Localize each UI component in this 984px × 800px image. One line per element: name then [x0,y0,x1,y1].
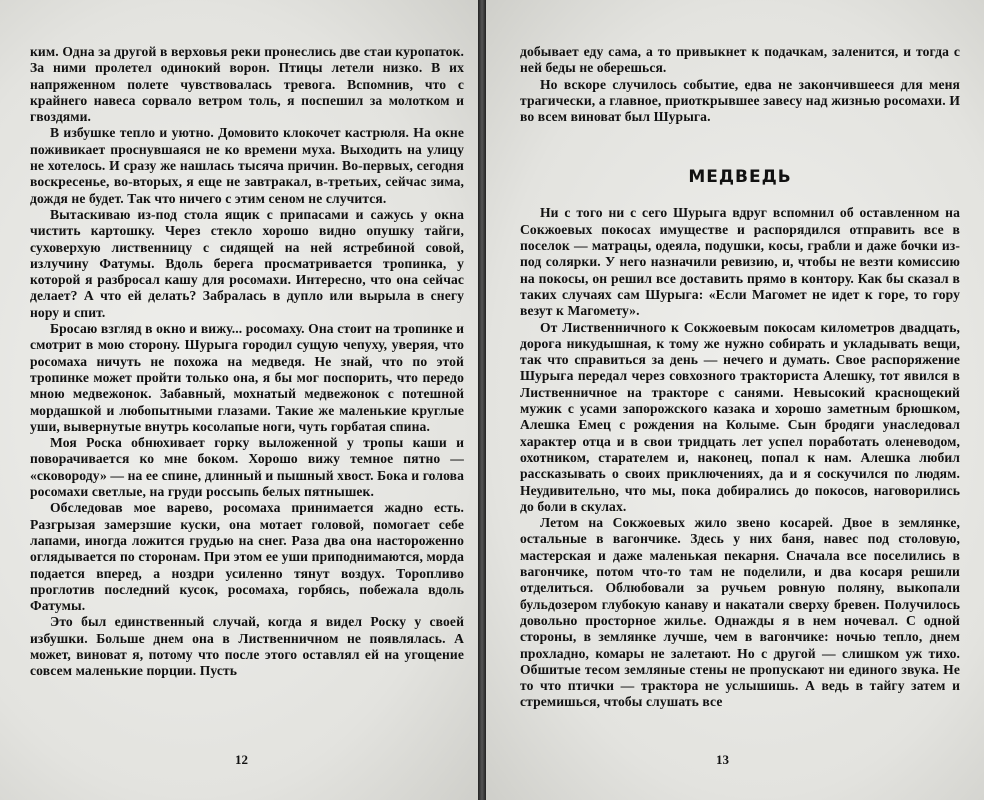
left-page-text [30,44,464,680]
paragraph: Бросаю взгляд в окно и вижу... росомаху. Она стоит на тропинке и смотрит в мою сторону. Шурыга городил сущую чепуху, уверяя, что росомаха ничуть не похожа на медведя. Не знай, что по этой тропинке может пройти только она, я бы мог поспорить, что передо мною медвежонок. Забавный, мохнатый медвежонок с потешной мордашкой и любопытными глазами. Такие же маленькие круглые уши, вывернутые внутрь косолапые ноги, чуть горбатая спина. [30,321,464,434]
paragraph: Ни с того ни с сего Шурыга вдруг вспомнил об оставленном на Сокжоевых покосах имуществе и распорядился отправить все в поселок — матрацы, одеяла, подушки, косы, грабли и даже бочки из-под солярки. У него назначили ревизию, и, чтобы не везти комиссию на покосы, он решил все доставить прямо в контору. Как бы сказал в таких случаях сам Шурыга: «Если Магомет не идет к горе, то гору везут к Магомету». [520,205,960,319]
right-page-text [520,205,960,710]
paragraph: Но вскоре случилось событие, едва не закончившееся для меня трагически, а главное, приоткрывшее завесу над жизнью росомахи. И во всем виноват был Шурыга. [520,76,960,125]
paragraph: Вытаскиваю из-под стола ящик с припасами и сажусь у окна чистить картошку. Через стекло хорошо видно опушку тайги, суховерхую лиственницу с сидящей на ней ястребиной совой, излучину Фатумы. Вдоль берега просматривается тропинка, у которой я разбросал кашу для росомахи. Интересно, что она сейчас делает? А что ей делать? Забралась в дупло или вырыла в снегу нору и спит. [30,206,464,320]
paragraph: Обследовав мое варево, росомаха принимается жадно есть. Разгрызая замерзшие куски, она мотает головой, помогает себе лапами, иногда ложится грудью на снег. Раза два она настороженно оглядывается по сторонам. При этом ее уши приподнимаются, морда подается вперед, а ноздри усиленно тянут воздух. Торопливо проглотив последний кусок, росомаха, горбясь, побежала вдоль Фатумы. [30,500,464,614]
right-page-intro-text [520,44,960,125]
chapter-heading: МЕДВЕДЬ [688,167,792,188]
left-page-number: 12 [235,752,248,767]
paragraph: В избушке тепло и уютно. Домовито клокочет кастрюля. На окне поживикает проснувшаяся не ко времени муха. Выходить на улицу не хотелось. И сразу же нашлась тысяча причин. Во-первых, сегодня воскресенье, во-вторых, я еще не завтракал, в-третьих, сейчас зима, дождя не будет. Так что ничего с этим сеном не случится. [30,125,464,206]
paragraph: Моя Роска обнюхивает горку выложенной у тропы каши и поворачивается ко мне боком. Хорошо вижу темное пятно — «сковороду» — на ее спине, длинный и пышный хвост. Бока и голова росомахи светлые, на груди россыпь белых пятнышек. [30,435,464,500]
right-page-number: 13 [716,752,729,767]
paragraph: От Лиственничного к Сокжоевым покосам километров двадцать, дорога никудышная, к тому же нужно собирать и укладывать вещи, так что справиться за день — нечего и думать. Свое распоряжение Шурыга передал через совхозного тракториста Алешку, тот явился в Лиственничное на тракторе с санями. Невысокий краснощекий мужик с усами запорожского казака и хорошо заметным брюшком, Алешка Емец с рождения на Колыме. Сын бродяги унаследовал характер отца и в свои тридцать лет успел поработать оленеводом, охотником, старателем и, наконец, попал к нам. Алешка любил рассказывать о своих приключениях, да и я соскучился по людям. Неудивительно, что мы, пока добирались до покосов, наговорились до боли в скулах. [520,319,960,514]
paragraph: Это был единственный случай, когда я видел Роску у своей избушки. Больше днем она в Лиственничном не появлялась. А может, виноват я, потому что после этого оставлял ей на угощение совсем маленькие порции. Пусть [30,614,464,679]
left-page [0,0,478,800]
paragraph: Летом на Сокжоевых жило звено косарей. Двое в землянке, остальные в вагончике. Здесь у них баня, навес под столовую, мастерская и даже маленькая пекарня. Сначала все поселились в вагончике, потом что-то там не поделили, и два косаря решили отделиться. Облюбовали за ручьем ровную поляну, выкопали бульдозером глубокую канаву и накатали сверху бревен. Получилось довольно просторное жилье. Однажды я в нем ночевал. С одной стороны, в землянке лучше, чем в вагончике: ночью тепло, днем прохладно, комары не залетают. Но с другой — слишком уж тихо. Обшитые тесом земляные стены не пропускают ни единого звука. Не то что птички — трактора не услышишь. А ведь в тайгу затем и стремишься, чтобы слушать все [520,515,960,710]
book-gutter [478,0,486,800]
right-page [486,0,984,800]
paragraph: ким. Одна за другой в верховья реки пронеслись две стаи куропаток. За ними пролетел одинокий ворон. Птицы летели низко. В их напряженном полете чувствовалась тревога. Вспомнив, что с крайнего навеса сорвало ветром толь, я поспешил за молотком и гвоздями. [30,44,464,125]
paragraph: добывает еду сама, а то привыкнет к подачкам, заленится, и тогда с ней беды не оберешься. [520,44,960,76]
